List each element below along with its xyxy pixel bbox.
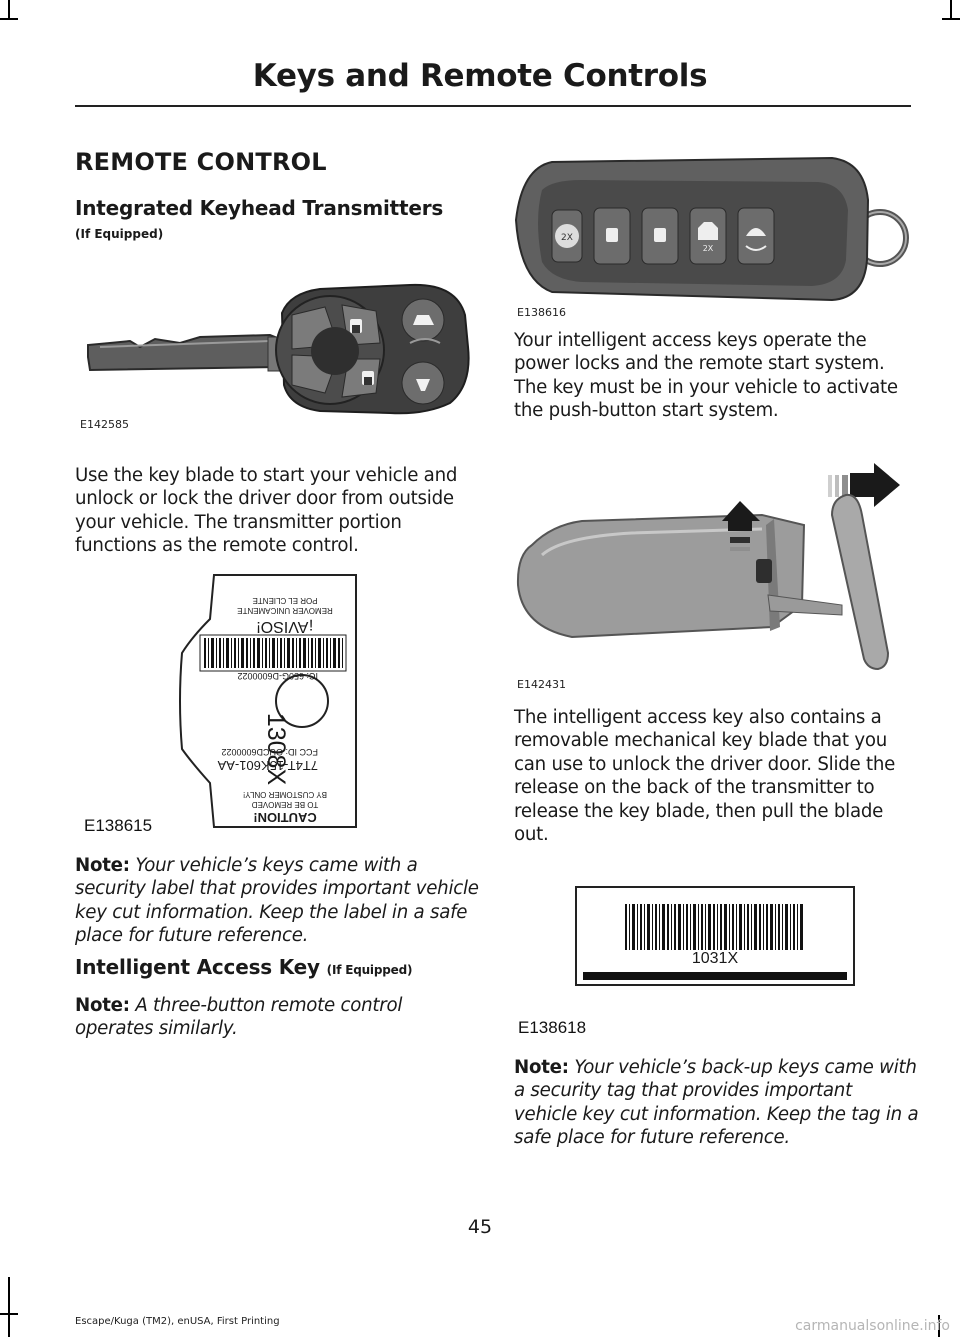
barcode-graphic <box>625 904 805 950</box>
page-number: 45 <box>467 1216 493 1238</box>
figure-label: E138616 <box>517 306 566 319</box>
note-paragraph <box>75 854 480 948</box>
fob-button-text: 2X <box>561 233 573 243</box>
page-header-title: Keys and Remote Controls <box>252 58 708 94</box>
caution-heading: CAUTION! <box>253 810 317 825</box>
note-paragraph <box>75 994 480 1041</box>
ic-number: IC: 650G-D6000022 <box>237 671 318 681</box>
header-divider <box>75 105 911 107</box>
note-label: Note: <box>514 1057 569 1078</box>
note-paragraph <box>514 1056 919 1150</box>
note-label: Note: <box>75 855 130 876</box>
crop-mark <box>8 0 10 18</box>
fob-button-text: 2X <box>702 244 714 253</box>
tag-code: 1031X <box>691 950 739 967</box>
keyhead-transmitter-figure <box>80 275 480 415</box>
crop-mark <box>950 0 952 18</box>
watermark-link[interactable]: carmanualsonline.info <box>795 1318 950 1334</box>
crop-mark <box>0 1313 18 1315</box>
note-text: A three-button remote control operates similarly. <box>75 995 403 1040</box>
note-text: Your vehicle’s back-up keys came with a security tag that provides important vehicle key cut information. Keep the tag in a safe place for future reference. <box>514 1057 919 1149</box>
key-blade-release-figure <box>512 455 912 675</box>
note-text: Your vehicle’s keys came with a security label that provides important vehicle key cut information. Keep the label in a safe place for future reference. <box>75 855 479 947</box>
crop-mark <box>942 18 960 20</box>
body-paragraph: Use the key blade to start your vehicle and unlock or lock the driver door from outside your vehicle. The transmitter portion functions as the remote control. <box>75 465 458 557</box>
if-equipped-qualifier: (If Equipped) <box>75 227 164 241</box>
subsection-title <box>75 955 412 979</box>
note-label: Note: <box>75 995 130 1016</box>
security-tag-figure <box>575 886 855 986</box>
intelligent-access-key-figure <box>512 150 912 305</box>
remover-line: POR EL CLIENTE <box>252 596 318 605</box>
key-code: 1308X <box>262 712 290 786</box>
figure-label: E138618 <box>518 1018 587 1037</box>
figure-label: E138615 <box>84 816 153 835</box>
subsection-title-text: Intelligent Access Key <box>75 955 320 979</box>
figure-label: E142431 <box>517 678 566 691</box>
fcc-id: FCC ID: OUCD6000022 <box>221 747 318 757</box>
caution-line: BY CUSTOMER ONLY! <box>242 790 328 799</box>
tag-bottom-bar <box>583 972 847 980</box>
publication-info: Escape/Kuga (TM2), enUSA, First Printing <box>75 1316 280 1327</box>
crop-mark <box>0 18 18 20</box>
part-number: 7T4T-15K601-AA <box>217 758 318 773</box>
body-paragraph: Your intelligent access keys operate the power locks and the remote start system. The key must be in your vehicle to activate the push-button start system. <box>514 330 898 422</box>
remover-line: REMOVER UNICAMENTE <box>237 606 333 615</box>
section-title: REMOTE CONTROL <box>75 148 327 176</box>
figure-label: E142585 <box>80 418 129 431</box>
if-equipped-qualifier: (If Equipped) <box>326 963 413 977</box>
subsection-title: Integrated Keyhead Transmitters <box>75 196 444 220</box>
body-paragraph: The intelligent access key also contains a removable mechanical key blade that you can use to unlock the driver door. Slide the release on the back of the transmitter to release the key blade, then pull the blade out. <box>514 707 896 846</box>
caution-line: TO BE REMOVED <box>251 800 319 809</box>
security-label-figure <box>178 573 362 829</box>
crop-mark <box>8 1277 10 1337</box>
aviso-heading: ¡AVISO! <box>256 618 314 635</box>
